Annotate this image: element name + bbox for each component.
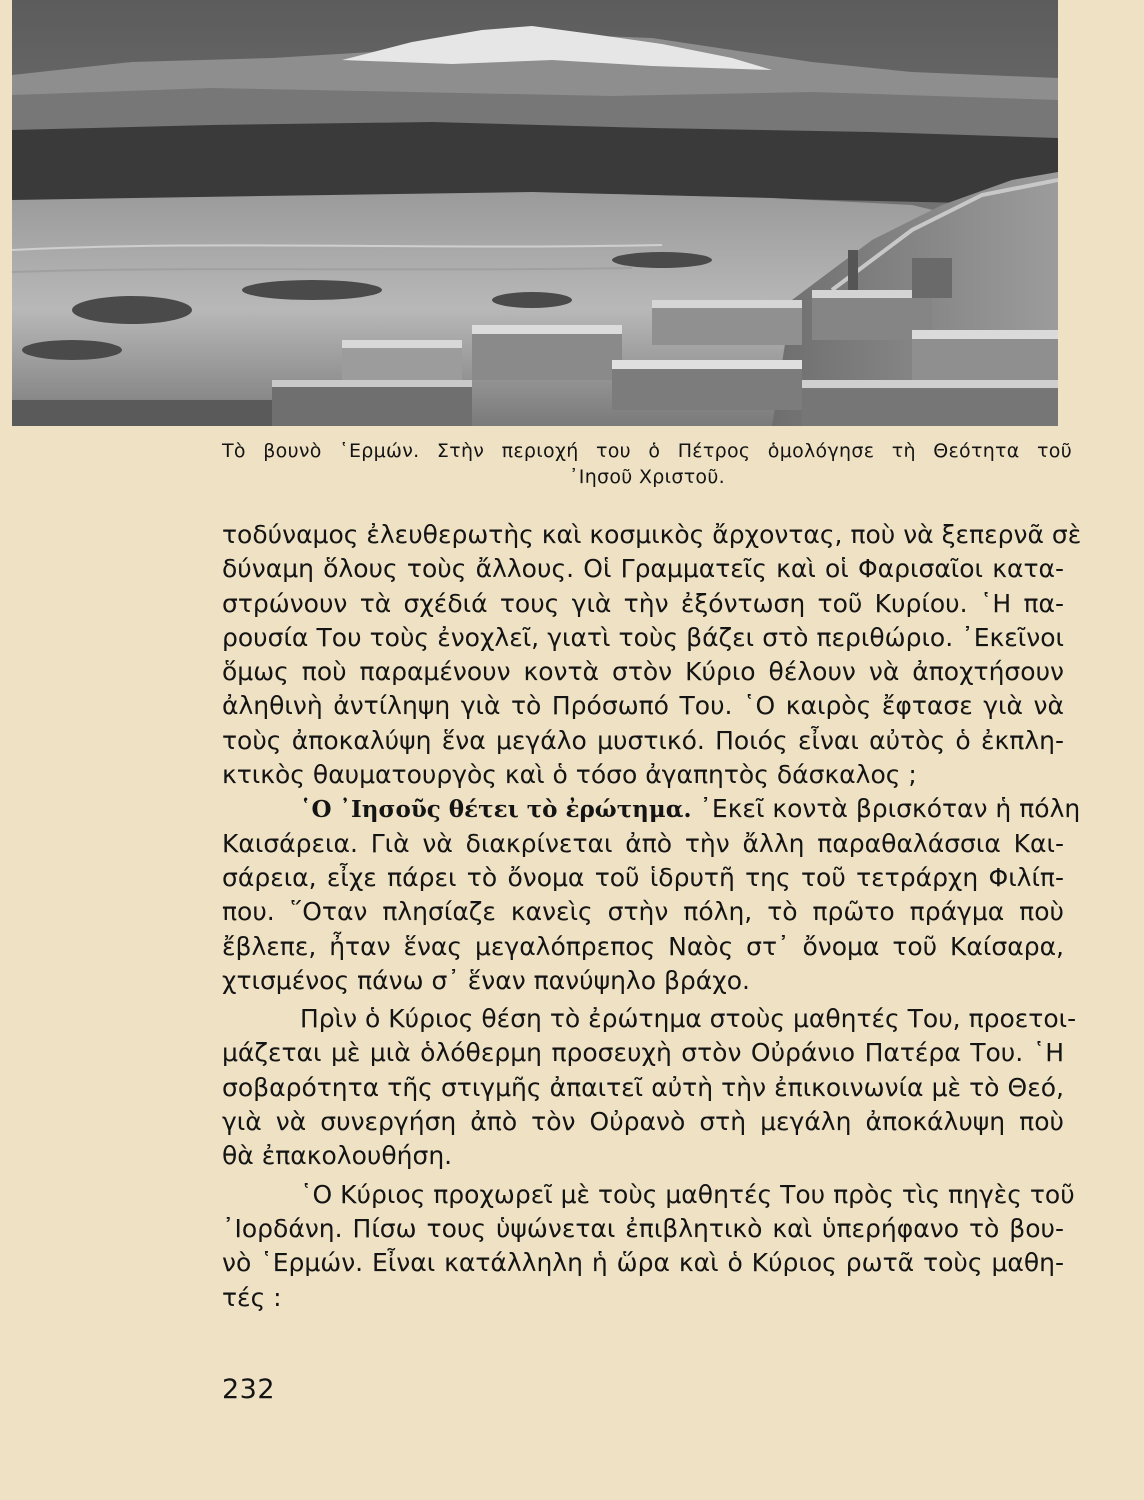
text-line: σάρεια, εἶχε πάρει τὸ ὄνομα τοῦ ἱδρυτῆ της τοῦ τετράρχη Φιλίπ- [222, 862, 1064, 892]
text-line: ῾Ο Κύριος προχωρεῖ μὲ τοὺς μαθητές Του πρὸς τὶς πηγὲς τοῦ [300, 1179, 1075, 1209]
text-line: Πρὶν ὁ Κύριος θέση τὸ ἐρώτημα στοὺς μαθητές Του, προετοι- [300, 1004, 1077, 1034]
section-heading: ῾Ο ᾿Ιησοῦς θέτει τὸ ἐρώτημα. [300, 796, 692, 824]
photo-caption [222, 438, 1072, 490]
text-segment: ᾿Εκεῖ κοντὰ βρισκόταν ἡ πόλη [699, 794, 1081, 824]
text-line: σοβαρότητα τῆς στιγμῆς ἀπαιτεῖ αὐτὴ τὴν ἐπικοινωνία μὲ τὸ Θεό, [222, 1072, 1064, 1102]
text-line: ἔβλεπε, ἦταν ἕνας μεγαλόπρεπος Ναὸς στ᾿ ὄνομα τοῦ Καίσαρα, [222, 931, 1064, 961]
text-line: τοὺς ἀποκαλύψη ἕνα μεγάλο μυστικό. Ποιός εἶναι αὐτὸς ὁ ἐκπλη- [222, 725, 1064, 755]
text-line: που. ῞Οταν πλησίαζε κανεὶς στὴν πόλη, τὸ πρῶτο πράγμα ποὺ [222, 897, 1064, 927]
section-first-line [222, 792, 1081, 826]
text-line: ρουσία Του τοὺς ἐνοχλεῖ, γιατὶ τοὺς βάζει στὸ περιθώριο. ᾿Εκεῖνοι [222, 622, 1064, 652]
text-line: θὰ ἐπακολουθήση. [222, 1141, 453, 1171]
text-line: τές : [222, 1282, 282, 1312]
text-line: στρώνουν τὰ σχέδιά τους γιὰ τὴν ἐξόντωση τοῦ Κυρίου. ῾Η πα- [222, 588, 1064, 618]
text-line: Καισάρεια. Γιὰ νὰ διακρίνεται ἀπὸ τὴν ἄλλη παραθαλάσσια Και- [222, 828, 1064, 858]
text-line: ὅμως ποὺ παραμένουν κοντὰ στὸν Κύριο θέλουν νὰ ἀποχτήσουν [222, 657, 1064, 687]
caption-line: Τὸ βουνὸ ῾Ερμών. Στὴν περιοχή του ὁ Πέτρος ὁμολόγησε τὴ Θεότητα τοῦ [222, 440, 1072, 462]
text-line: χτισμένος πάνω σ᾿ ἕναν πανύψηλο βράχο. [222, 965, 750, 995]
body-text [222, 518, 1082, 1315]
landscape-image [12, 0, 1058, 426]
text-line: τοδύναμος ἐλευθερωτὴς καὶ κοσμικὸς ἄρχοντας, ποὺ νὰ ξεπερνᾶ σὲ [222, 520, 1082, 549]
text-line: μάζεται μὲ μιὰ ὁλόθερμη προσευχὴ στὸν Οὐράνιο Πατέρα Του. ῾Η [222, 1038, 1064, 1068]
text-line: δύναμη ὅλους τοὺς ἄλλους. Οἱ Γραμματεῖς καὶ οἱ Φαρισαῖοι κατα- [222, 554, 1064, 584]
mount-hermon-photo [12, 0, 1058, 426]
text-line: ἀληθινὴ ἀντίληψη γιὰ τὸ Πρόσωπό Του. ῾Ο καιρὸς ἔφτασε γιὰ νὰ [222, 691, 1064, 721]
caption-line: ᾿Ιησοῦ Χριστοῦ. [569, 466, 725, 488]
text-line: ᾿Ιορδάνη. Πίσω τους ὑψώνεται ἐπιβλητικὸ καὶ ὑπερήφανο τὸ βου- [222, 1213, 1064, 1243]
text-line: κτικὸς θαυματουργὸς καὶ ὁ τόσο ἀγαπητὸς δάσκαλος ; [222, 760, 917, 790]
text-line: γιὰ νὰ συνεργήση ἀπὸ τὸν Οὐρανὸ στὴ μεγάλη ἀποκάλυψη ποὺ [222, 1107, 1064, 1137]
text-line: νὸ ῾Ερμών. Εἶναι κατάλληλη ἡ ὥρα καὶ ὁ Κύριος ρωτᾶ τοὺς μαθη- [222, 1248, 1064, 1278]
page-number: 232 [222, 1374, 276, 1405]
